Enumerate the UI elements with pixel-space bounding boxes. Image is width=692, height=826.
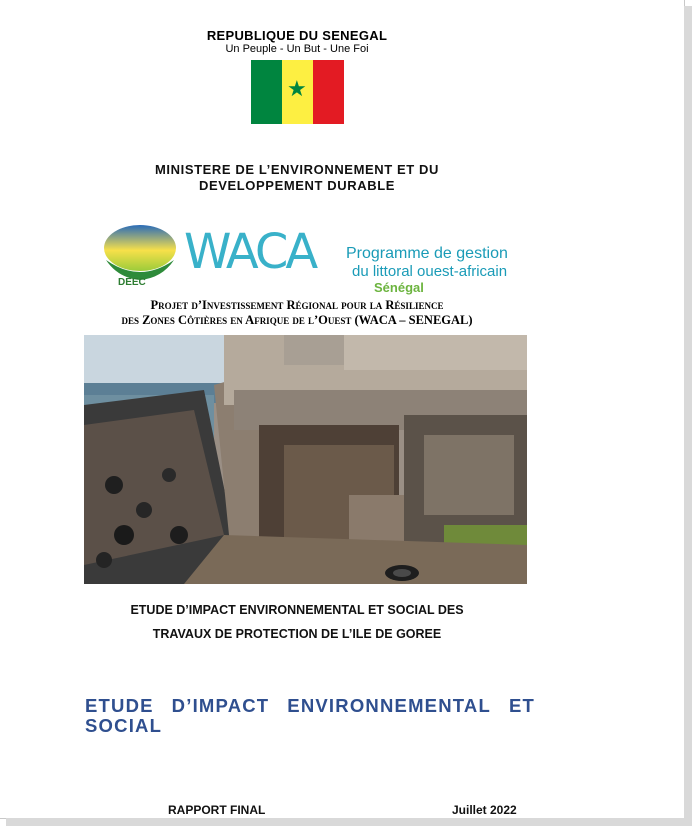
ministry-title xyxy=(0,162,594,194)
national-motto: Un Peuple - Un But - Une Foi xyxy=(225,43,369,55)
main-title-line-2: SOCIAL xyxy=(85,715,163,736)
deec-label: DEEC xyxy=(118,277,146,288)
main-title-word: ETUDE xyxy=(85,695,154,716)
project-line-2: des Zones Côtières en Afrique de l’Ouest (WACA – SENEGAL) xyxy=(121,313,473,327)
waca-logo-text: WACA xyxy=(184,224,316,280)
main-title-word: ET xyxy=(508,695,535,716)
republic-title: REPUBLIQUE DU SENEGAL xyxy=(206,28,388,43)
report-date: Juillet 2022 xyxy=(452,803,517,817)
program-line-1: Programme de gestion xyxy=(346,245,508,262)
main-title xyxy=(85,696,535,736)
study-title xyxy=(0,598,594,646)
ministry-line-2: DEVELOPPEMENT DURABLE xyxy=(198,178,396,193)
program-country: Sénégal xyxy=(374,280,424,295)
main-title-word: D’IMPACT xyxy=(171,695,270,716)
study-line-1: ETUDE D’IMPACT ENVIRONNEMENTAL ET SOCIAL DES xyxy=(130,603,464,617)
study-line-2: TRAVAUX DE PROTECTION DE L’ILE DE GOREE xyxy=(152,627,442,641)
main-title-line-1 xyxy=(85,696,535,716)
main-title-word: ENVIRONNEMENTAL xyxy=(287,695,491,716)
page-shadow-bottom xyxy=(6,818,692,826)
program-line-2: du littoral ouest-africain xyxy=(352,263,508,280)
page-shadow-right xyxy=(684,6,692,826)
project-line-1: Projet d’Investissement Régional pour la Résilience xyxy=(150,298,444,312)
senegal-flag xyxy=(251,60,344,124)
green-star-icon: ★ xyxy=(287,76,307,101)
ministry-line-1: MINISTERE DE L’ENVIRONNEMENT ET DU xyxy=(154,162,440,177)
report-type: RAPPORT FINAL xyxy=(168,803,266,817)
project-title xyxy=(0,298,594,328)
goree-ruins-photo xyxy=(84,335,527,584)
